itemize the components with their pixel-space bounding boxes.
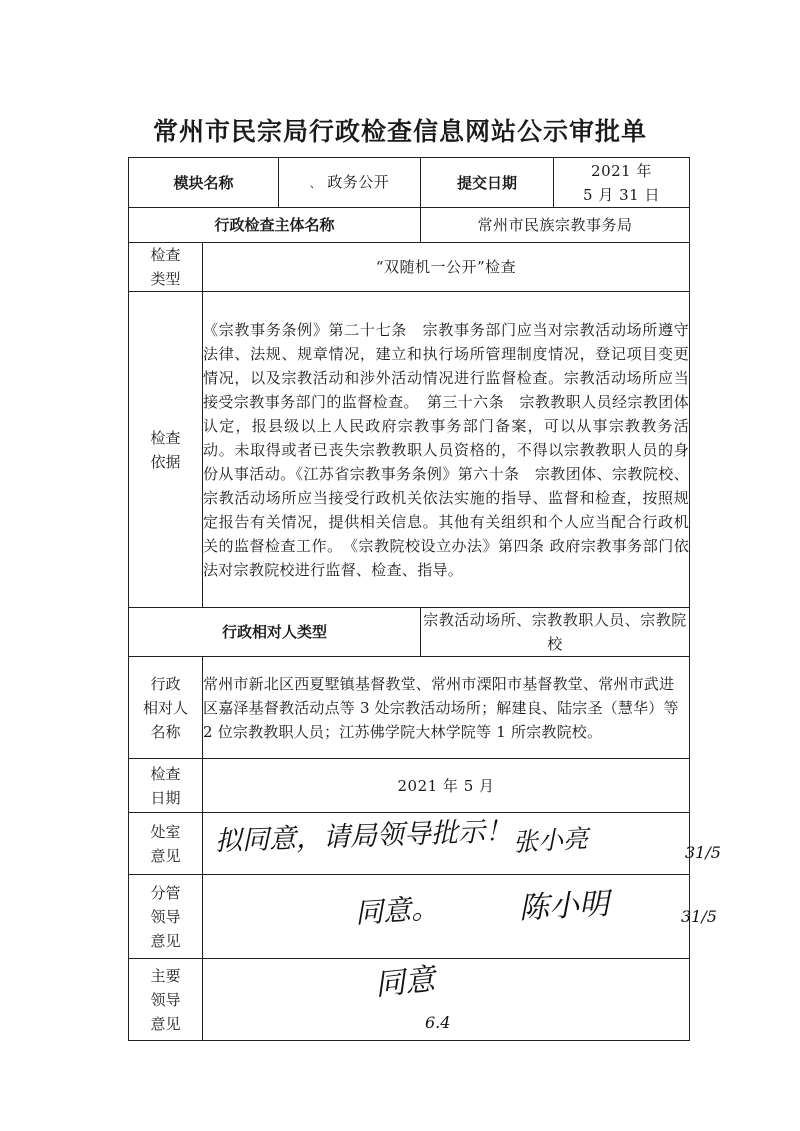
check-date-value: 2021 年 5 月: [203, 759, 690, 813]
counterpart-type-value: 宗教活动场所、宗教教职人员、宗教院校: [421, 608, 690, 657]
chief-opinion-label: [129, 959, 203, 1041]
deputy-opinion-handwriting: 同意。: [353, 891, 441, 930]
counterpart-names-label-line2: 相对人: [142, 698, 188, 717]
check-type-label-line1: 检查: [150, 246, 181, 264]
row-office-opinion: [129, 813, 690, 875]
subject-value: 常州市民族宗教事务局: [421, 208, 690, 243]
row-chief-opinion: [129, 959, 690, 1041]
chief-opinion-handwriting: 同意: [373, 961, 437, 1004]
deputy-opinion-label-line2: 领导: [150, 907, 181, 926]
check-type-value: “双随机一公开”检查: [203, 243, 690, 292]
check-type-label: [129, 243, 203, 292]
module-mark: 、: [309, 176, 322, 190]
row-check-date: [129, 759, 690, 813]
office-opinion-handwriting: 拟同意，请局领导批示！: [214, 815, 513, 858]
chief-opinion-date: 6.4: [425, 1013, 451, 1032]
form-title: 常州市民宗局行政检查信息网站公示审批单: [152, 117, 647, 146]
row-check-type: [129, 243, 690, 292]
deputy-opinion-signature: 陈小明: [518, 886, 610, 927]
module-value-cell: [279, 158, 421, 208]
office-opinion-label-line2: 意见: [150, 846, 181, 865]
submit-date-line2: 5 月 31 日: [583, 185, 660, 204]
submit-date-cell: [554, 158, 690, 208]
deputy-opinion-date: 31/5: [681, 907, 717, 926]
check-date-label-line1: 检查: [150, 764, 181, 783]
deputy-opinion-cell: [203, 875, 717, 959]
office-opinion-cell: [203, 813, 721, 875]
check-basis-label-line2: 依据: [150, 452, 181, 471]
chief-opinion-label-line2: 领导: [150, 990, 181, 1009]
check-basis-text: 《宗教事务条例》第二十七条 宗教事务部门应当对宗教活动场所遵守法律、法规、规章情况，建立和执行场所管理制度情况，登记项目变更情况，以及宗教活动和涉外活动情况进行监督检查。宗教活动场所应当接受宗教事务部门的监督检查。 第三十六条 宗教教职人员经宗教团体认定，报县级以上人民政府宗教事务部门备案，可以从事宗教教务活动。未取得或者已丧失宗教教职人员资格的，不得以宗教教职人员的身份从事活动。《江苏省宗教事务条例》第六十条 宗教团体、宗教院校、宗教活动场所应当接受行政机关依法实施的指导、监督和检查，按照规定报告有关情况，提供相关信息。其他有关组织和个人应当配合行政机关的监督检查工作。 《宗教院校设立办法》第四条 政府宗教事务部门依法对宗教院校进行监督、检查、指导。: [203, 292, 690, 608]
chief-opinion-cell: [203, 959, 690, 1041]
office-opinion-date: 31/5: [685, 843, 721, 862]
subject-label: 行政检查主体名称: [129, 208, 421, 243]
deputy-opinion-label-line3: 意见: [150, 931, 181, 950]
office-opinion-label: [129, 813, 203, 875]
module-label: 模块名称: [129, 158, 279, 208]
deputy-opinion-label: [129, 875, 203, 959]
module-value: 政务公开: [327, 172, 390, 191]
submit-date-line1: 2021 年: [591, 161, 652, 180]
row-counterpart-names: [129, 657, 690, 759]
counterpart-names-label-line3: 名称: [150, 722, 181, 741]
chief-opinion-label-line1: 主要: [150, 966, 181, 985]
check-date-label: [129, 759, 203, 813]
deputy-opinion-label-line1: 分管: [150, 883, 181, 902]
office-opinion-label-line1: 处室: [150, 822, 181, 841]
approval-form-table: [128, 157, 721, 1041]
row-check-basis: [129, 292, 690, 608]
row-module: [129, 158, 690, 208]
submit-date-label: 提交日期: [421, 158, 554, 208]
check-type-label-line2: 类型: [150, 270, 181, 288]
row-counterpart-type: [129, 608, 690, 657]
counterpart-names-text: 常州市新北区西夏墅镇基督教堂、常州市溧阳市基督教堂、常州市武进区嘉泽基督教活动点等 3 处宗教活动场所；解建良、陆宗圣（慧华）等 2 位宗教教职人员；江苏佛学院大林学院等 1 所宗教院校。: [203, 657, 690, 759]
counterpart-names-label-line1: 行政: [150, 674, 181, 693]
check-date-label-line2: 日期: [150, 788, 181, 807]
counterpart-type-label: 行政相对人类型: [129, 608, 421, 657]
office-opinion-signature: 张小亮: [512, 824, 589, 857]
counterpart-names-label: [129, 657, 203, 759]
row-deputy-opinion: [129, 875, 690, 959]
chief-opinion-label-line3: 意见: [150, 1014, 181, 1033]
check-basis-label-line1: 检查: [150, 428, 181, 447]
check-basis-label: [129, 292, 203, 608]
row-subject: [129, 208, 690, 243]
